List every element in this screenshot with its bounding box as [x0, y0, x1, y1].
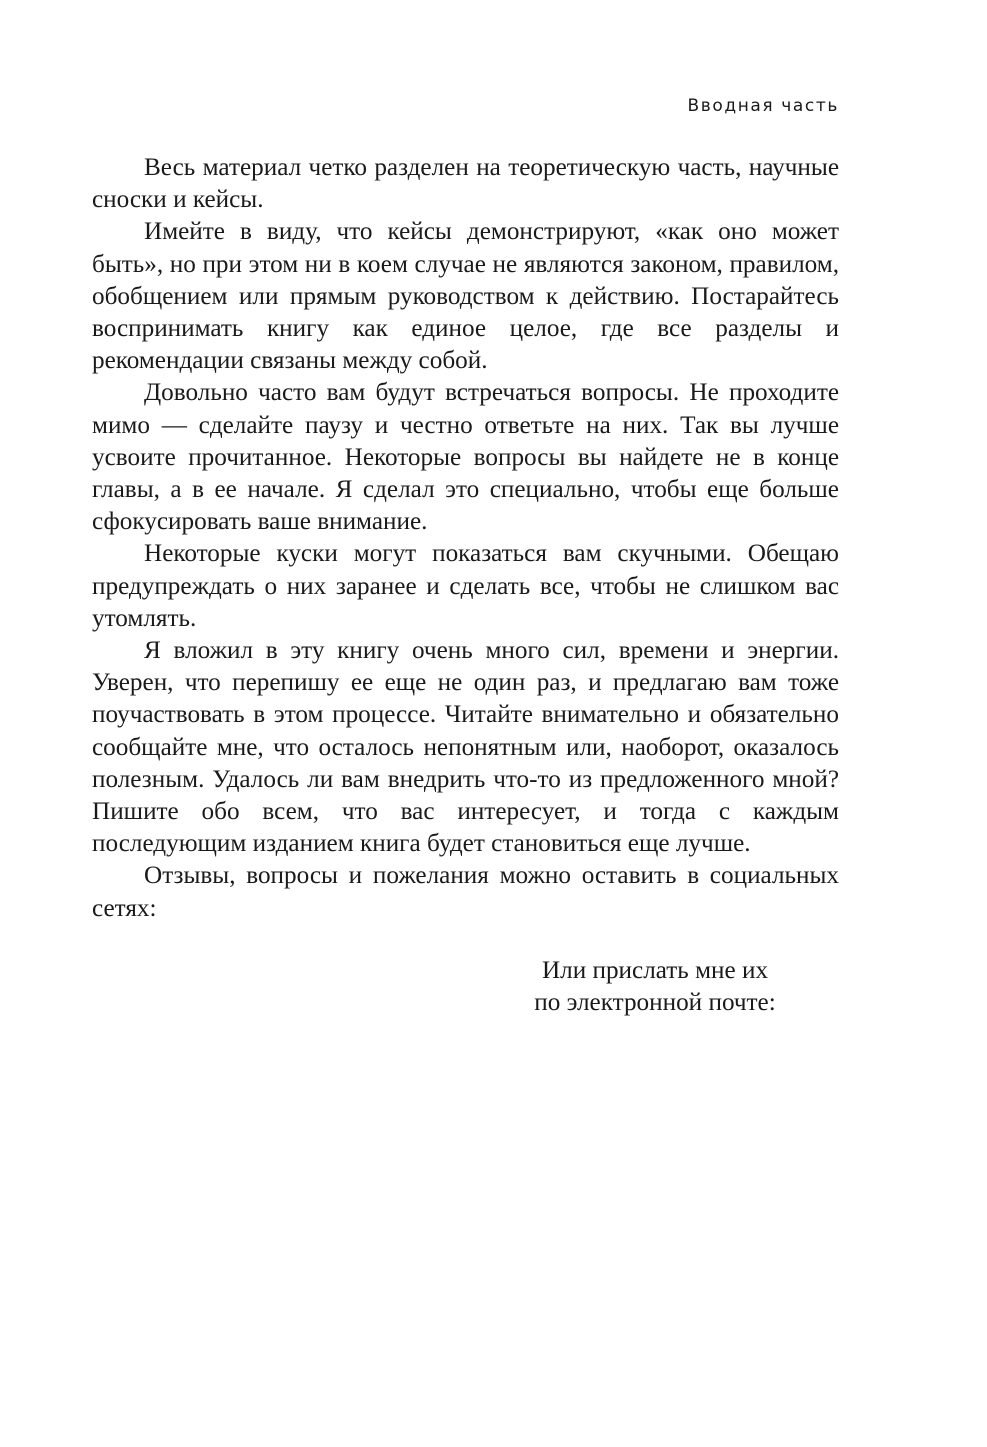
body-text	[92, 152, 839, 925]
email-contact-note	[520, 955, 790, 1019]
running-header: Вводная часть	[687, 96, 839, 116]
paragraph-boring-parts: Некоторые куски могут показаться вам скучными. Обещаю предупреждать о них заранее и сделать все, чтобы не слишком вас утомлять.	[92, 540, 839, 632]
paragraph-cases-note: Имейте в виду, что кейсы демонстрируют, «как оно может быть», но при этом ни в коем случае не являются законом, правилом, обобщением или прямым руководством к действию. Постарайтесь воспринимать книгу как единое целое, где все разделы и рекомендации связаны между собой.	[92, 218, 839, 375]
contact-note-line-2: по электронной почте:	[534, 989, 776, 1017]
paragraph-material-overview: Весь материал четко разделен на теоретическую часть, научные сноски и кейсы.	[92, 154, 839, 214]
paragraph-author-effort: Я вложил в эту книгу очень много сил, времени и энергии. Уверен, что перепишу ее еще не один раз, и предлагаю вам тоже поучаствовать в этом процессе. Читайте внимательно и обязательно сообщайте мне, что осталось непонятным или, наоборот, оказалось полезным. Удалось ли вам внедрить что-то из предложенного мной? Пишите обо всем, что вас интересует, и тогда с каждым последующим изданием книга будет становиться еще лучше.	[92, 637, 839, 858]
contact-note-line-1: Или прислать мне их	[541, 957, 769, 984]
paragraph-questions: Довольно часто вам будут встречаться вопросы. Не проходите мимо — сделайте паузу и честно ответьте на них. Так вы лучше усвоите прочитанное. Некоторые вопросы вы найдете не в конце главы, а в ее начале. Я сделал это специально, чтобы еще больше сфокусировать ваше внимание.	[92, 379, 839, 536]
paragraph-feedback: Отзывы, вопросы и пожелания можно оставить в социальных сетях:	[92, 862, 839, 922]
